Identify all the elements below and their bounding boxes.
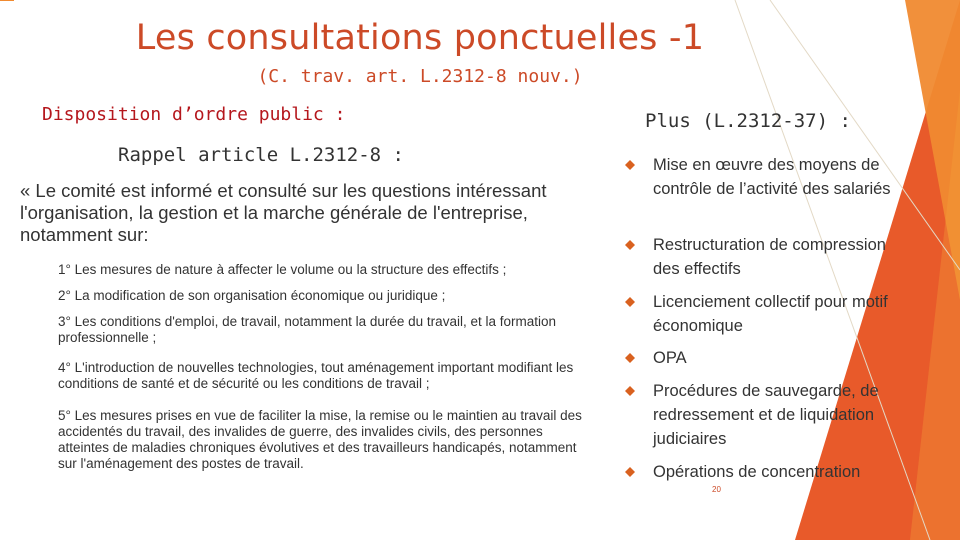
article-item-5: 5° Les mesures prises en vue de faciliter la mise, la remise ou le maintien au travail des accidentés du travail, des invalides de guerre, des invalides civils, des personnes atteintes de maladies chroniques évolutives et des travailleurs handicapés, notamment sur l'aménagement des postes de travail. bbox=[58, 408, 582, 471]
article-quote: « Le comité est informé et consulté sur les questions intéressant l'organisation, la gestion et la marche générale de l'entreprise, notamment sur: bbox=[20, 180, 547, 245]
slide-title: Les consultations ponctuelles -1 bbox=[135, 18, 705, 58]
diamond-bullet-icon bbox=[625, 240, 635, 250]
bullet-item-6 bbox=[625, 460, 910, 484]
left-heading: Disposition d’ordre public : bbox=[42, 104, 346, 125]
bullet-text: Licenciement collectif pour motif économique bbox=[653, 293, 888, 335]
bullet-text: Opérations de concentration bbox=[653, 463, 861, 481]
rappel-heading: Rappel article L.2312-8 : bbox=[118, 144, 404, 166]
bullet-text: Procédures de sauvegarde, de redressement et de liquidation judiciaires bbox=[653, 382, 879, 448]
diamond-bullet-icon bbox=[625, 297, 635, 307]
bullet-text: Mise en œuvre des moyens de contrôle de l’activité des salariés bbox=[653, 156, 891, 198]
diamond-bullet-icon bbox=[625, 467, 635, 477]
bullet-item-4 bbox=[625, 346, 910, 370]
page-number: 20 bbox=[712, 485, 721, 494]
bullet-text: OPA bbox=[653, 349, 687, 367]
right-heading: Plus (L.2312-37) : bbox=[645, 110, 851, 132]
article-item-3: 3° Les conditions d'emploi, de travail, notamment la durée du travail, et la formation professionnelle ; bbox=[58, 314, 556, 345]
bullet-item-1 bbox=[625, 153, 910, 201]
slide-subtitle: (C. trav. art. L.2312-8 nouv.) bbox=[257, 66, 583, 87]
article-item-1: 1° Les mesures de nature à affecter le volume ou la structure des effectifs ; bbox=[58, 262, 507, 277]
bullet-item-5 bbox=[625, 379, 910, 451]
diamond-bullet-icon bbox=[625, 353, 635, 363]
bullet-text: Restructuration de compression des effectifs bbox=[653, 236, 886, 278]
diamond-bullet-icon bbox=[625, 386, 635, 396]
article-item-2: 2° La modification de son organisation économique ou juridique ; bbox=[58, 288, 446, 303]
bullet-item-2 bbox=[625, 233, 910, 281]
article-item-4: 4° L'introduction de nouvelles technologies, tout aménagement important modifiant les conditions de santé et de sécurité ou les conditions de travail ; bbox=[58, 360, 574, 391]
diamond-bullet-icon bbox=[625, 160, 635, 170]
bullet-item-3 bbox=[625, 290, 910, 338]
